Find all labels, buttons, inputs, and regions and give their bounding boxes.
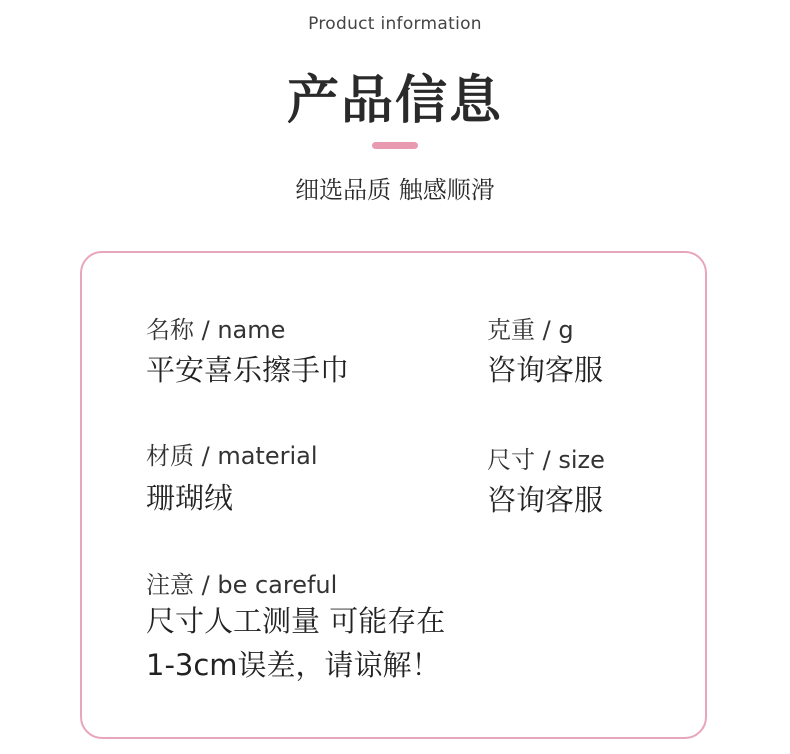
size-label: 尺寸 / size (487, 446, 605, 474)
name-label: 名称 / name (146, 316, 286, 344)
page-title: 产品信息 (286, 71, 503, 131)
product-info-card (80, 251, 707, 739)
name-value: 平安喜乐擦手巾 (146, 353, 350, 387)
note-label: 注意 / be careful (146, 571, 338, 599)
weight-value: 咨询客服 (487, 353, 604, 387)
material-value: 珊瑚绒 (146, 481, 234, 515)
size-value: 咨询客服 (487, 483, 604, 517)
tagline: 细选品质 触感顺滑 (295, 176, 495, 204)
material-label: 材质 / material (146, 442, 318, 470)
note-value-line-2: 1-3cm误差，请谅解！ (146, 648, 441, 682)
title-accent-bar (372, 142, 418, 149)
note-value-line-1: 尺寸人工测量 可能存在 (146, 604, 446, 638)
subtitle-english: Product information (308, 14, 482, 34)
weight-label: 克重 / g (487, 316, 574, 344)
